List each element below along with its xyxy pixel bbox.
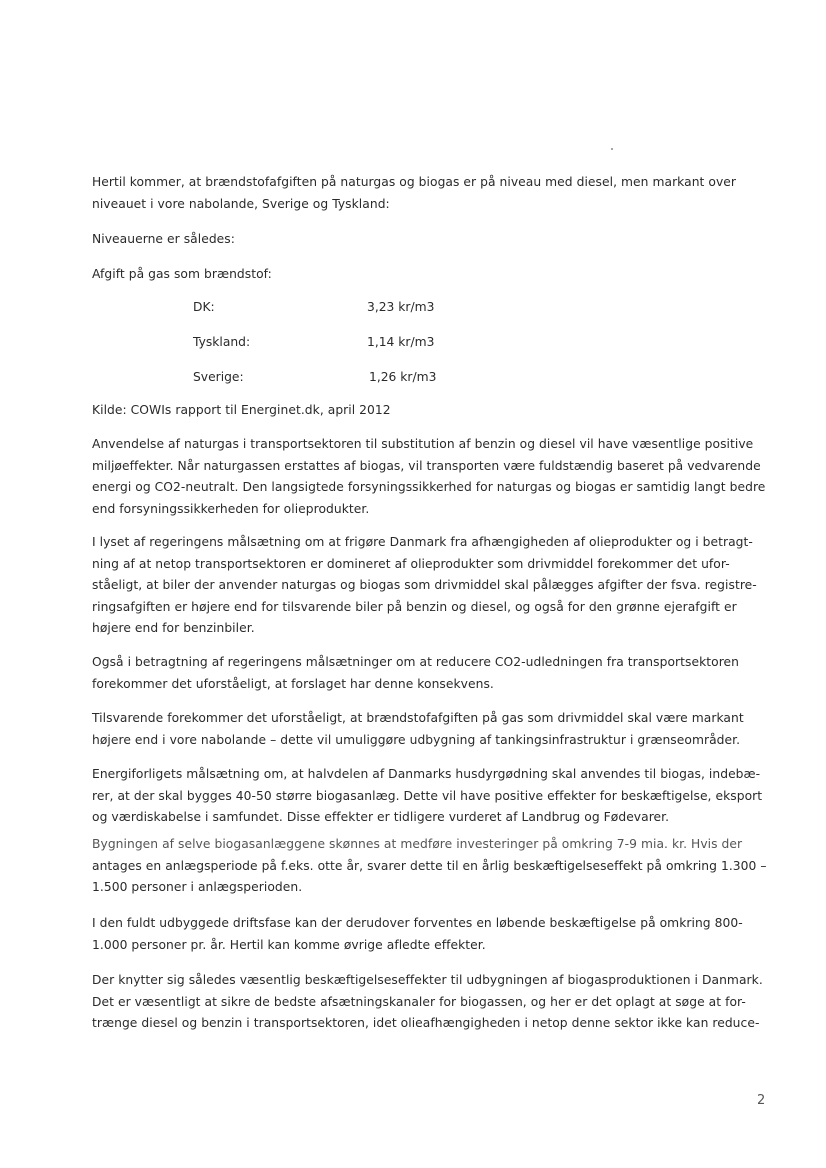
country-label: DK: — [193, 300, 215, 314]
tax-value: 1,26 kr/m3 — [369, 370, 437, 384]
text-line: Anvendelse af naturgas i transportsektoren til substitution af benzin og diesel vil have væsentlige positive — [92, 437, 754, 451]
text-line: Der knytter sig således væsentlig beskæftigelseseffekter til udbygningen af biogasproduktionen i Danmark. — [92, 973, 763, 987]
country-label: Tyskland: — [193, 335, 251, 349]
text-line: og værdiskabelse i samfundet. Disse effekter er tidligere vurderet af Landbrug og Fødevarer. — [92, 810, 670, 824]
page-number: 2 — [757, 1093, 766, 1108]
tax-value: 3,23 kr/m3 — [367, 300, 435, 314]
text-line: forekommer det uforståeligt, at forslaget har denne konsekvens. — [92, 676, 494, 691]
tax-value: 1,14 kr/m3 — [367, 335, 435, 349]
paragraph-government-goal — [92, 532, 772, 640]
country-label: Sverige: — [193, 370, 244, 384]
text-line: 1.500 personer i anlægsperioden. — [92, 880, 303, 894]
text-line: Energiforligets målsætning om, at halvdelen af Danmarks husdyrgødning skal anvendes til biogas, indebæ- — [92, 767, 761, 781]
paragraph-neighbours — [92, 708, 772, 751]
text-line: Også i betragtning af regeringens målsætninger om at reducere CO2-udledningen fra transportsektoren — [92, 655, 739, 669]
paragraph-environment — [92, 434, 772, 520]
text-line: I den fuldt udbyggede driftsfase kan der derudover forventes en løbende beskæftigelse på omkring 800- — [92, 916, 743, 930]
text-line: end forsyningssikkerheden for olieprodukter. — [92, 501, 370, 516]
text-line: I lyset af regeringens målsætning om at frigøre Danmark fra afhængigheden af olieprodukter og i betragt- — [92, 535, 753, 549]
text-line: Det er væsentligt at sikre de bedste afsætningskanaler for biogassen, og her er det oplagt at søge at for- — [92, 994, 746, 1009]
text-line: trænge diesel og benzin i transportsektoren, idet olieafhængigheden i netop denne sektor ikke kan reduce- — [92, 1016, 760, 1030]
text-line: højere end for benzinbiler. — [92, 621, 255, 635]
levels-heading: Niveauerne er således: — [92, 232, 235, 246]
text-line: højere end i vore nabolande – dette vil umuliggøre udbygning af tankingsinfrastruktur i grænseområder. — [92, 732, 741, 747]
paragraph-operation — [92, 913, 772, 956]
text-line: ning af at netop transportsektoren er domineret af olieprodukter som drivmiddel forekommer det ufor- — [92, 556, 730, 571]
text-line: ståeligt, at biler der anvender naturgas og biogas som drivmiddel skal pålægges afgifter der fsva. registre- — [92, 578, 757, 592]
text-line: Bygningen af selve biogasanlæggene skønnes at medføre investeringer på omkring 7-9 mia. kr. Hvis der — [92, 837, 743, 851]
intro-paragraph — [92, 172, 772, 215]
text-line: 1.000 personer pr. år. Hertil kan komme øvrige afledte effekter. — [92, 937, 486, 952]
text-line: niveauet i vore nabolande, Sverige og Tyskland: — [92, 196, 390, 211]
text-line: Hertil kommer, at brændstofafgiften på naturgas og biogas er på niveau med diesel, men markant over — [92, 175, 737, 189]
tax-heading: Afgift på gas som brændstof: — [92, 267, 272, 281]
text-line: ringsafgiften er højere end for tilsvarende biler på benzin og diesel, og også for den grønne ejerafgift er — [92, 599, 737, 614]
source-citation: Kilde: COWIs rapport til Energinet.dk, april 2012 — [92, 403, 391, 417]
text-line: energi og CO2-neutralt. Den langsigtede forsyningssikkerhed for naturgas og biogas er samtidig langt bedre — [92, 480, 766, 494]
text-line: miljøeffekter. Når naturgassen erstattes af biogas, vil transporten være fuldstændig baseret på vedvarende — [92, 458, 761, 473]
paragraph-construction — [92, 834, 772, 899]
paragraph-employment — [92, 970, 772, 1035]
text-line: rer, at der skal bygges 40-50 større biogasanlæg. Dette vil have positive effekter for beskæftigelse, eksport — [92, 788, 763, 803]
text-line: antages en anlægsperiode på f.eks. otte år, svarer dette til en årlig beskæftigelseseffekt på omkring 1.300 – — [92, 858, 767, 873]
paragraph-co2 — [92, 652, 772, 695]
paragraph-energy-agreement — [92, 764, 772, 829]
scan-speck — [611, 148, 613, 150]
text-line: Tilsvarende forekommer det uforståeligt, at brændstofafgiften på gas som drivmiddel skal være markant — [92, 711, 744, 725]
